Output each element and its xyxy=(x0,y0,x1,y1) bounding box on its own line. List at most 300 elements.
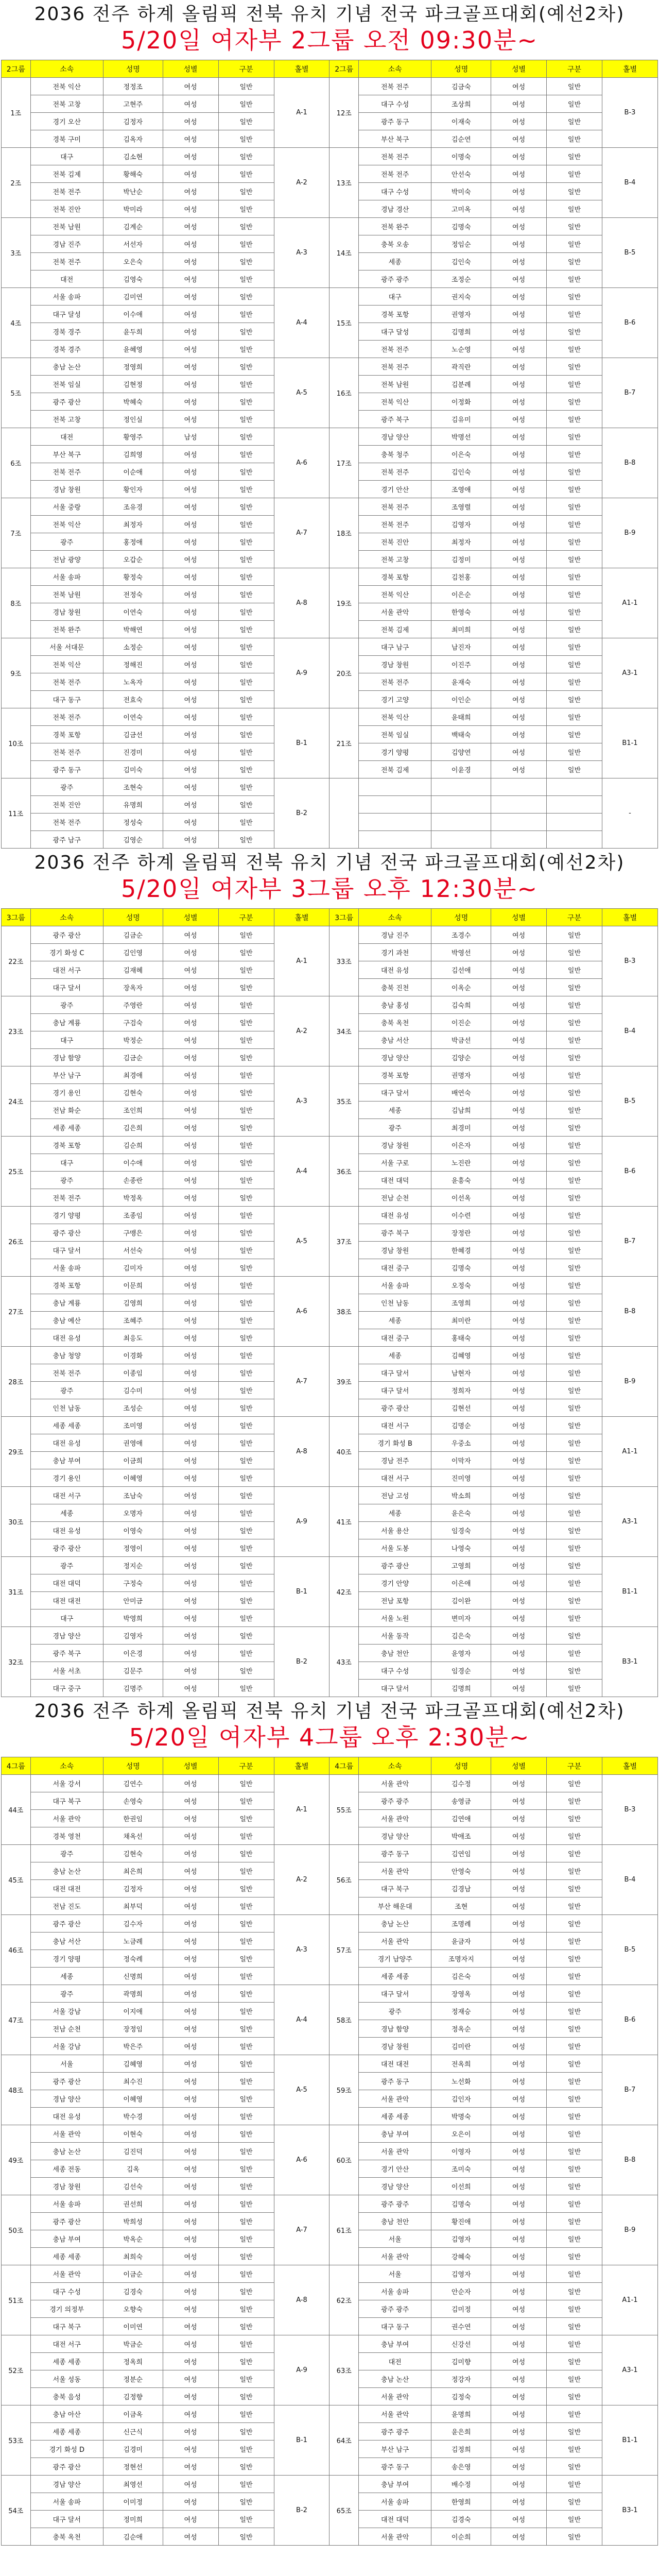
team-affiliation: 대구 xyxy=(30,1609,103,1627)
player-gender: 여성 xyxy=(491,1242,547,1259)
player-name: 김양순 xyxy=(431,1049,491,1066)
player-name: 전정숙 xyxy=(103,586,163,603)
team-affiliation: 전남 순천 xyxy=(30,2020,103,2038)
team-affiliation: 전북 남원 xyxy=(30,586,103,603)
group-number: 1조 xyxy=(2,78,31,148)
team-affiliation: 광주 광산 xyxy=(30,393,103,411)
team-affiliation: 대구 달서 xyxy=(359,1382,431,1399)
player-category: 일반 xyxy=(218,831,274,849)
player-category: 일반 xyxy=(218,691,274,708)
group-number: 58조 xyxy=(330,1985,359,2055)
player-row xyxy=(2,1775,658,1792)
team-affiliation: 경남 함양 xyxy=(359,2020,431,2038)
player-category: 일반 xyxy=(547,393,602,411)
player-gender: 여성 xyxy=(163,1950,218,1968)
team-affiliation: 대구 동구 xyxy=(359,2318,431,2335)
player-name: 김명순 xyxy=(431,1417,491,1434)
player-name: 장정란 xyxy=(431,1224,491,1242)
player-gender: 여성 xyxy=(163,1347,218,1364)
player-gender: 여성 xyxy=(163,2073,218,2090)
player-name: 정영희 xyxy=(103,358,163,376)
team-affiliation: 세종 xyxy=(359,1101,431,1119)
player-category: 일반 xyxy=(218,463,274,481)
hole-assignment: A-4 xyxy=(274,1985,330,2055)
team-affiliation: 충남 서산 xyxy=(30,1933,103,1950)
team-affiliation: 대구 중구 xyxy=(30,1680,103,1697)
team-affiliation: 경기 양평 xyxy=(359,743,431,761)
player-gender: 여성 xyxy=(163,551,218,568)
team-affiliation: 전북 완주 xyxy=(30,621,103,638)
player-gender: 여성 xyxy=(163,2476,218,2493)
player-name: 김인숙 xyxy=(431,253,491,270)
player-name: 황인자 xyxy=(103,481,163,498)
hole-assignment: A1-1 xyxy=(602,568,657,638)
player-name: 이혜영 xyxy=(103,1469,163,1487)
team-affiliation: 광주 xyxy=(30,533,103,551)
player-gender: 여성 xyxy=(163,270,218,288)
player-row xyxy=(2,568,658,586)
player-gender: 남성 xyxy=(163,428,218,446)
player-name: 임경숙 xyxy=(431,1522,491,1539)
player-category: 일반 xyxy=(218,1775,274,1792)
player-category: 일반 xyxy=(547,1968,602,1985)
player-category: 일반 xyxy=(218,1154,274,1172)
player-gender: 여성 xyxy=(163,761,218,778)
section-title: 2036 전주 하계 올림픽 전북 유치 기념 전국 파크골프대회(예선2차) xyxy=(34,852,625,873)
player-gender: 여성 xyxy=(491,1434,547,1452)
player-row xyxy=(2,1985,658,2003)
team-affiliation: 경기 화성 B xyxy=(359,1434,431,1452)
team-affiliation: 전북 김제 xyxy=(359,621,431,638)
player-name: 정해진 xyxy=(103,656,163,673)
player-gender: 여성 xyxy=(163,2020,218,2038)
team-affiliation: 전북 고창 xyxy=(359,551,431,568)
team-affiliation: 충남 아산 xyxy=(30,2405,103,2423)
player-category: 일반 xyxy=(218,961,274,979)
column-header: 성별 xyxy=(491,1757,547,1775)
player-name: 윤영자 xyxy=(431,1645,491,1662)
header-row xyxy=(2,1757,658,1775)
team-affiliation: 전북 김제 xyxy=(30,165,103,183)
player-category: 일반 xyxy=(218,926,274,944)
player-gender: 여성 xyxy=(163,2195,218,2213)
group-table xyxy=(1,1757,658,2546)
player-gender: 여성 xyxy=(491,2353,547,2370)
group-number: 21조 xyxy=(330,708,359,778)
player-gender: 여성 xyxy=(491,761,547,778)
player-category: 일반 xyxy=(547,1294,602,1312)
player-category: 일반 xyxy=(547,2090,602,2108)
player-name: 박옥순 xyxy=(103,2230,163,2248)
player-name: 배수정 xyxy=(431,2476,491,2493)
empty-cell xyxy=(359,831,431,849)
player-name: 김혜영 xyxy=(431,1347,491,1364)
player-category: 일반 xyxy=(218,200,274,218)
player-category: 일반 xyxy=(218,1827,274,1845)
team-affiliation: 경기 안산 xyxy=(359,2160,431,2178)
player-gender: 여성 xyxy=(163,2038,218,2055)
player-gender: 여성 xyxy=(163,1845,218,1862)
player-category: 일반 xyxy=(218,2283,274,2300)
player-name: 홍태숙 xyxy=(431,1329,491,1347)
schedule-section xyxy=(0,1697,659,2546)
team-affiliation: 서울 송파 xyxy=(30,568,103,586)
player-gender: 여성 xyxy=(491,1014,547,1031)
player-category: 일반 xyxy=(218,1862,274,1880)
group-number: 18조 xyxy=(330,498,359,568)
player-category: 일반 xyxy=(547,1049,602,1066)
player-category: 일반 xyxy=(547,1897,602,1915)
player-gender: 여성 xyxy=(491,533,547,551)
team-affiliation: 경기 용인 xyxy=(30,1084,103,1101)
player-gender: 여성 xyxy=(163,446,218,463)
player-category: 일반 xyxy=(218,979,274,996)
team-affiliation: 경북 구미 xyxy=(30,130,103,148)
player-category: 일반 xyxy=(547,2300,602,2318)
empty-cell xyxy=(431,796,491,814)
player-name: 조성순 xyxy=(103,1399,163,1417)
player-name: 김수미 xyxy=(103,1382,163,1399)
player-category: 일반 xyxy=(218,1031,274,1049)
player-category: 일반 xyxy=(547,1810,602,1827)
player-gender: 여성 xyxy=(163,1382,218,1399)
player-gender: 여성 xyxy=(491,1592,547,1609)
player-category: 일반 xyxy=(547,165,602,183)
player-name: 노선화 xyxy=(431,2073,491,2090)
player-gender: 여성 xyxy=(163,1592,218,1609)
team-affiliation: 광주 광주 xyxy=(359,1792,431,1810)
player-category: 일반 xyxy=(547,2125,602,2143)
player-name: 윤태희 xyxy=(431,708,491,726)
player-category: 일반 xyxy=(547,1985,602,2003)
player-gender: 여성 xyxy=(163,726,218,743)
group-number: 19조 xyxy=(330,568,359,638)
player-row xyxy=(2,78,658,95)
header-row xyxy=(2,60,658,78)
hole-assignment: A-6 xyxy=(274,2125,330,2195)
team-affiliation: 충남 서산 xyxy=(359,1031,431,1049)
player-gender: 여성 xyxy=(163,568,218,586)
player-name: 이진순 xyxy=(431,1014,491,1031)
player-gender: 여성 xyxy=(491,1417,547,1434)
team-affiliation: 경기 고양 xyxy=(359,691,431,708)
player-name: 김희영 xyxy=(103,446,163,463)
player-name: 김미자 xyxy=(103,1259,163,1277)
team-affiliation: 경남 양산 xyxy=(30,1627,103,1645)
player-name: 권영자 xyxy=(431,306,491,323)
team-affiliation: 광주 북구 xyxy=(30,1645,103,1662)
hole-assignment: A-7 xyxy=(274,2195,330,2265)
team-affiliation: 대구 xyxy=(30,1031,103,1049)
player-category: 일반 xyxy=(547,2003,602,2020)
player-category: 일반 xyxy=(218,78,274,95)
player-name: 정성숙 xyxy=(103,814,163,831)
player-name: 김진덕 xyxy=(103,2143,163,2160)
team-affiliation: 전북 전주 xyxy=(359,78,431,95)
player-name: 정옥순 xyxy=(431,2020,491,2038)
team-affiliation: 세종 xyxy=(359,253,431,270)
schedule-section xyxy=(0,849,659,1697)
player-name: 최미란 xyxy=(431,1312,491,1329)
column-header: 소속 xyxy=(359,60,431,78)
column-header: 홀별 xyxy=(274,60,330,78)
group-table xyxy=(1,908,658,1697)
player-category: 일반 xyxy=(218,1469,274,1487)
player-category: 일반 xyxy=(547,1399,602,1417)
player-gender: 여성 xyxy=(163,1242,218,1259)
player-gender: 여성 xyxy=(491,1137,547,1154)
player-category: 일반 xyxy=(218,761,274,778)
team-affiliation: 전북 진안 xyxy=(359,533,431,551)
team-affiliation: 경남 창원 xyxy=(359,2038,431,2055)
player-gender: 여성 xyxy=(163,78,218,95)
team-affiliation: 전북 전주 xyxy=(359,463,431,481)
hole-assignment: A-1 xyxy=(274,1775,330,1845)
player-gender: 여성 xyxy=(491,1277,547,1294)
player-category: 일반 xyxy=(547,944,602,961)
player-category: 일반 xyxy=(218,183,274,200)
player-category: 일반 xyxy=(218,1084,274,1101)
hole-assignment: B-8 xyxy=(602,428,657,498)
team-affiliation: 전북 익산 xyxy=(359,393,431,411)
player-name: 이옥순 xyxy=(431,979,491,996)
player-gender: 여성 xyxy=(491,691,547,708)
team-affiliation: 대전 유성 xyxy=(30,1329,103,1347)
player-category: 일반 xyxy=(218,568,274,586)
column-header: 소속 xyxy=(30,60,103,78)
player-gender: 여성 xyxy=(163,1259,218,1277)
player-name: 김명희 xyxy=(431,1680,491,1697)
player-gender: 여성 xyxy=(491,1504,547,1522)
player-category: 일반 xyxy=(218,996,274,1014)
player-name: 이금순 xyxy=(103,2265,163,2283)
player-gender: 여성 xyxy=(163,218,218,235)
hole-assignment: B-6 xyxy=(602,1985,657,2055)
player-name: 이막자 xyxy=(431,1452,491,1469)
column-header: 홀별 xyxy=(274,1757,330,1775)
team-affiliation: 충남 부여 xyxy=(30,1452,103,1469)
team-affiliation: 경남 진주 xyxy=(30,235,103,253)
player-category: 일반 xyxy=(547,2441,602,2458)
player-category: 일반 xyxy=(218,656,274,673)
player-gender: 여성 xyxy=(491,621,547,638)
player-gender: 여성 xyxy=(163,2248,218,2265)
player-gender: 여성 xyxy=(163,1294,218,1312)
player-name: 서선숙 xyxy=(103,1242,163,1259)
player-row xyxy=(2,1347,658,1364)
player-gender: 여성 xyxy=(491,1452,547,1469)
team-affiliation: 전북 전주 xyxy=(30,708,103,726)
player-name: 이지애 xyxy=(103,2003,163,2020)
player-gender: 여성 xyxy=(491,165,547,183)
player-name: 김영자 xyxy=(431,2230,491,2248)
player-category: 일반 xyxy=(218,2458,274,2476)
team-affiliation: 경남 양산 xyxy=(359,2178,431,2195)
player-category: 일반 xyxy=(547,270,602,288)
player-name: 송은영 xyxy=(431,2458,491,2476)
player-row xyxy=(2,2405,658,2423)
team-affiliation: 전북 고창 xyxy=(30,95,103,113)
player-gender: 여성 xyxy=(491,1487,547,1504)
player-category: 일반 xyxy=(218,2265,274,2283)
player-category: 일반 xyxy=(218,621,274,638)
player-name: 김순애 xyxy=(103,2528,163,2546)
player-category: 일반 xyxy=(547,691,602,708)
team-affiliation: 광주 xyxy=(359,1119,431,1137)
team-affiliation: 인천 남동 xyxy=(359,1294,431,1312)
player-gender: 여성 xyxy=(163,1968,218,1985)
column-header: 성명 xyxy=(431,60,491,78)
player-name: 김숙희 xyxy=(431,996,491,1014)
player-gender: 여성 xyxy=(491,341,547,358)
column-header: 3그룹 xyxy=(2,909,31,926)
player-gender: 여성 xyxy=(491,2143,547,2160)
player-category: 일반 xyxy=(547,2073,602,2090)
player-name: 한권임 xyxy=(103,1810,163,1827)
player-gender: 여성 xyxy=(163,1434,218,1452)
player-name: 곽직란 xyxy=(431,358,491,376)
player-category: 일반 xyxy=(218,1382,274,1399)
team-affiliation: 광주 남구 xyxy=(30,831,103,849)
group-number: 3조 xyxy=(2,218,31,288)
player-name: 한영희 xyxy=(431,2493,491,2511)
group-number: 43조 xyxy=(330,1627,359,1697)
team-affiliation: 충북 오송 xyxy=(359,235,431,253)
player-name: 최희숙 xyxy=(103,2248,163,2265)
player-gender: 여성 xyxy=(163,944,218,961)
player-category: 일반 xyxy=(547,1862,602,1880)
team-affiliation: 광주 xyxy=(30,778,103,796)
team-affiliation: 충남 논산 xyxy=(359,1915,431,1933)
player-row xyxy=(2,1845,658,1862)
player-name: 조영애 xyxy=(431,481,491,498)
player-name: 김현숙 xyxy=(103,1845,163,1862)
team-affiliation: 서울 송파 xyxy=(30,288,103,306)
player-name: 김명희 xyxy=(431,323,491,341)
player-name: 김분례 xyxy=(431,376,491,393)
player-gender: 여성 xyxy=(163,498,218,516)
column-header: 구분 xyxy=(218,1757,274,1775)
team-affiliation: 광주 광산 xyxy=(30,2073,103,2090)
player-gender: 여성 xyxy=(163,2335,218,2353)
player-name: 정희자 xyxy=(431,1382,491,1399)
player-gender: 여성 xyxy=(163,376,218,393)
player-gender: 여성 xyxy=(163,393,218,411)
player-category: 일반 xyxy=(547,323,602,341)
player-category: 일반 xyxy=(547,2388,602,2405)
hole-assignment: A-2 xyxy=(274,148,330,218)
group-number: 17조 xyxy=(330,428,359,498)
player-gender: 여성 xyxy=(491,113,547,130)
player-category: 일반 xyxy=(218,341,274,358)
player-category: 일반 xyxy=(547,1845,602,1862)
player-category: 일반 xyxy=(547,306,602,323)
player-gender: 여성 xyxy=(491,2318,547,2335)
player-row xyxy=(2,1487,658,1504)
team-affiliation: 충남 계룡 xyxy=(30,1294,103,1312)
hole-assignment: B-7 xyxy=(602,1207,657,1277)
player-category: 일반 xyxy=(218,481,274,498)
team-affiliation: 광주 광산 xyxy=(30,1539,103,1557)
player-category: 일반 xyxy=(218,1294,274,1312)
team-affiliation: 전북 전주 xyxy=(30,183,103,200)
player-category: 일반 xyxy=(218,306,274,323)
team-affiliation: 전북 완주 xyxy=(359,218,431,235)
player-name: 김명숙 xyxy=(431,1259,491,1277)
hole-assignment: A-8 xyxy=(274,568,330,638)
player-name: 조영희 xyxy=(431,1294,491,1312)
player-category: 일반 xyxy=(218,393,274,411)
hole-assignment: B-8 xyxy=(602,2125,657,2195)
player-category: 일반 xyxy=(218,1259,274,1277)
team-affiliation: 경남 양산 xyxy=(30,2476,103,2493)
player-category: 일반 xyxy=(218,2388,274,2405)
player-gender: 여성 xyxy=(163,926,218,944)
player-category: 일반 xyxy=(547,1487,602,1504)
team-affiliation: 대전 서구 xyxy=(30,2335,103,2353)
player-row xyxy=(2,1277,658,1294)
team-affiliation: 전북 전주 xyxy=(359,148,431,165)
player-category: 일반 xyxy=(218,1897,274,1915)
empty-cell xyxy=(431,814,491,831)
player-gender: 여성 xyxy=(163,2458,218,2476)
group-number: 11조 xyxy=(2,778,31,849)
team-affiliation: 광주 광산 xyxy=(30,1915,103,1933)
player-category: 일반 xyxy=(218,1792,274,1810)
player-category: 일반 xyxy=(547,673,602,691)
player-gender: 여성 xyxy=(491,183,547,200)
player-gender: 여성 xyxy=(163,603,218,621)
player-gender: 여성 xyxy=(163,1645,218,1662)
hole-assignment: A-8 xyxy=(274,1417,330,1487)
player-gender: 여성 xyxy=(491,1101,547,1119)
hole-assignment: A-3 xyxy=(274,218,330,288)
player-category: 일반 xyxy=(547,2528,602,2546)
group-number: 4조 xyxy=(2,288,31,358)
player-gender: 여성 xyxy=(163,2090,218,2108)
player-name: 조인희 xyxy=(103,1101,163,1119)
team-affiliation: 경북 포항 xyxy=(30,1137,103,1154)
player-gender: 여성 xyxy=(163,814,218,831)
team-affiliation: 경남 창원 xyxy=(359,656,431,673)
team-affiliation: 서울 강서 xyxy=(30,1775,103,1792)
team-affiliation: 서울 강남 xyxy=(30,2038,103,2055)
player-gender: 여성 xyxy=(491,2283,547,2300)
team-affiliation: 광주 동구 xyxy=(30,761,103,778)
team-affiliation: 세종 xyxy=(30,1504,103,1522)
player-gender: 여성 xyxy=(491,1680,547,1697)
team-affiliation: 서울 관악 xyxy=(359,2388,431,2405)
player-gender: 여성 xyxy=(163,1399,218,1417)
player-gender: 여성 xyxy=(163,1049,218,1066)
player-gender: 여성 xyxy=(163,1487,218,1504)
player-gender: 여성 xyxy=(163,2318,218,2335)
player-gender: 여성 xyxy=(163,533,218,551)
player-gender: 여성 xyxy=(163,253,218,270)
hole-assignment: A-6 xyxy=(274,428,330,498)
player-name: 김천홍 xyxy=(431,568,491,586)
player-name: 손종란 xyxy=(103,1172,163,1189)
player-name: 조현 xyxy=(431,1897,491,1915)
team-affiliation: 부산 북구 xyxy=(359,130,431,148)
player-name: 김옥 xyxy=(103,2160,163,2178)
player-category: 일반 xyxy=(218,2335,274,2353)
hole-assignment: B1-1 xyxy=(602,2405,657,2476)
player-name: 황정숙 xyxy=(103,568,163,586)
player-name: 김순연 xyxy=(431,130,491,148)
player-name: 권명자 xyxy=(431,1066,491,1084)
team-affiliation: 경북 영천 xyxy=(30,1827,103,1845)
